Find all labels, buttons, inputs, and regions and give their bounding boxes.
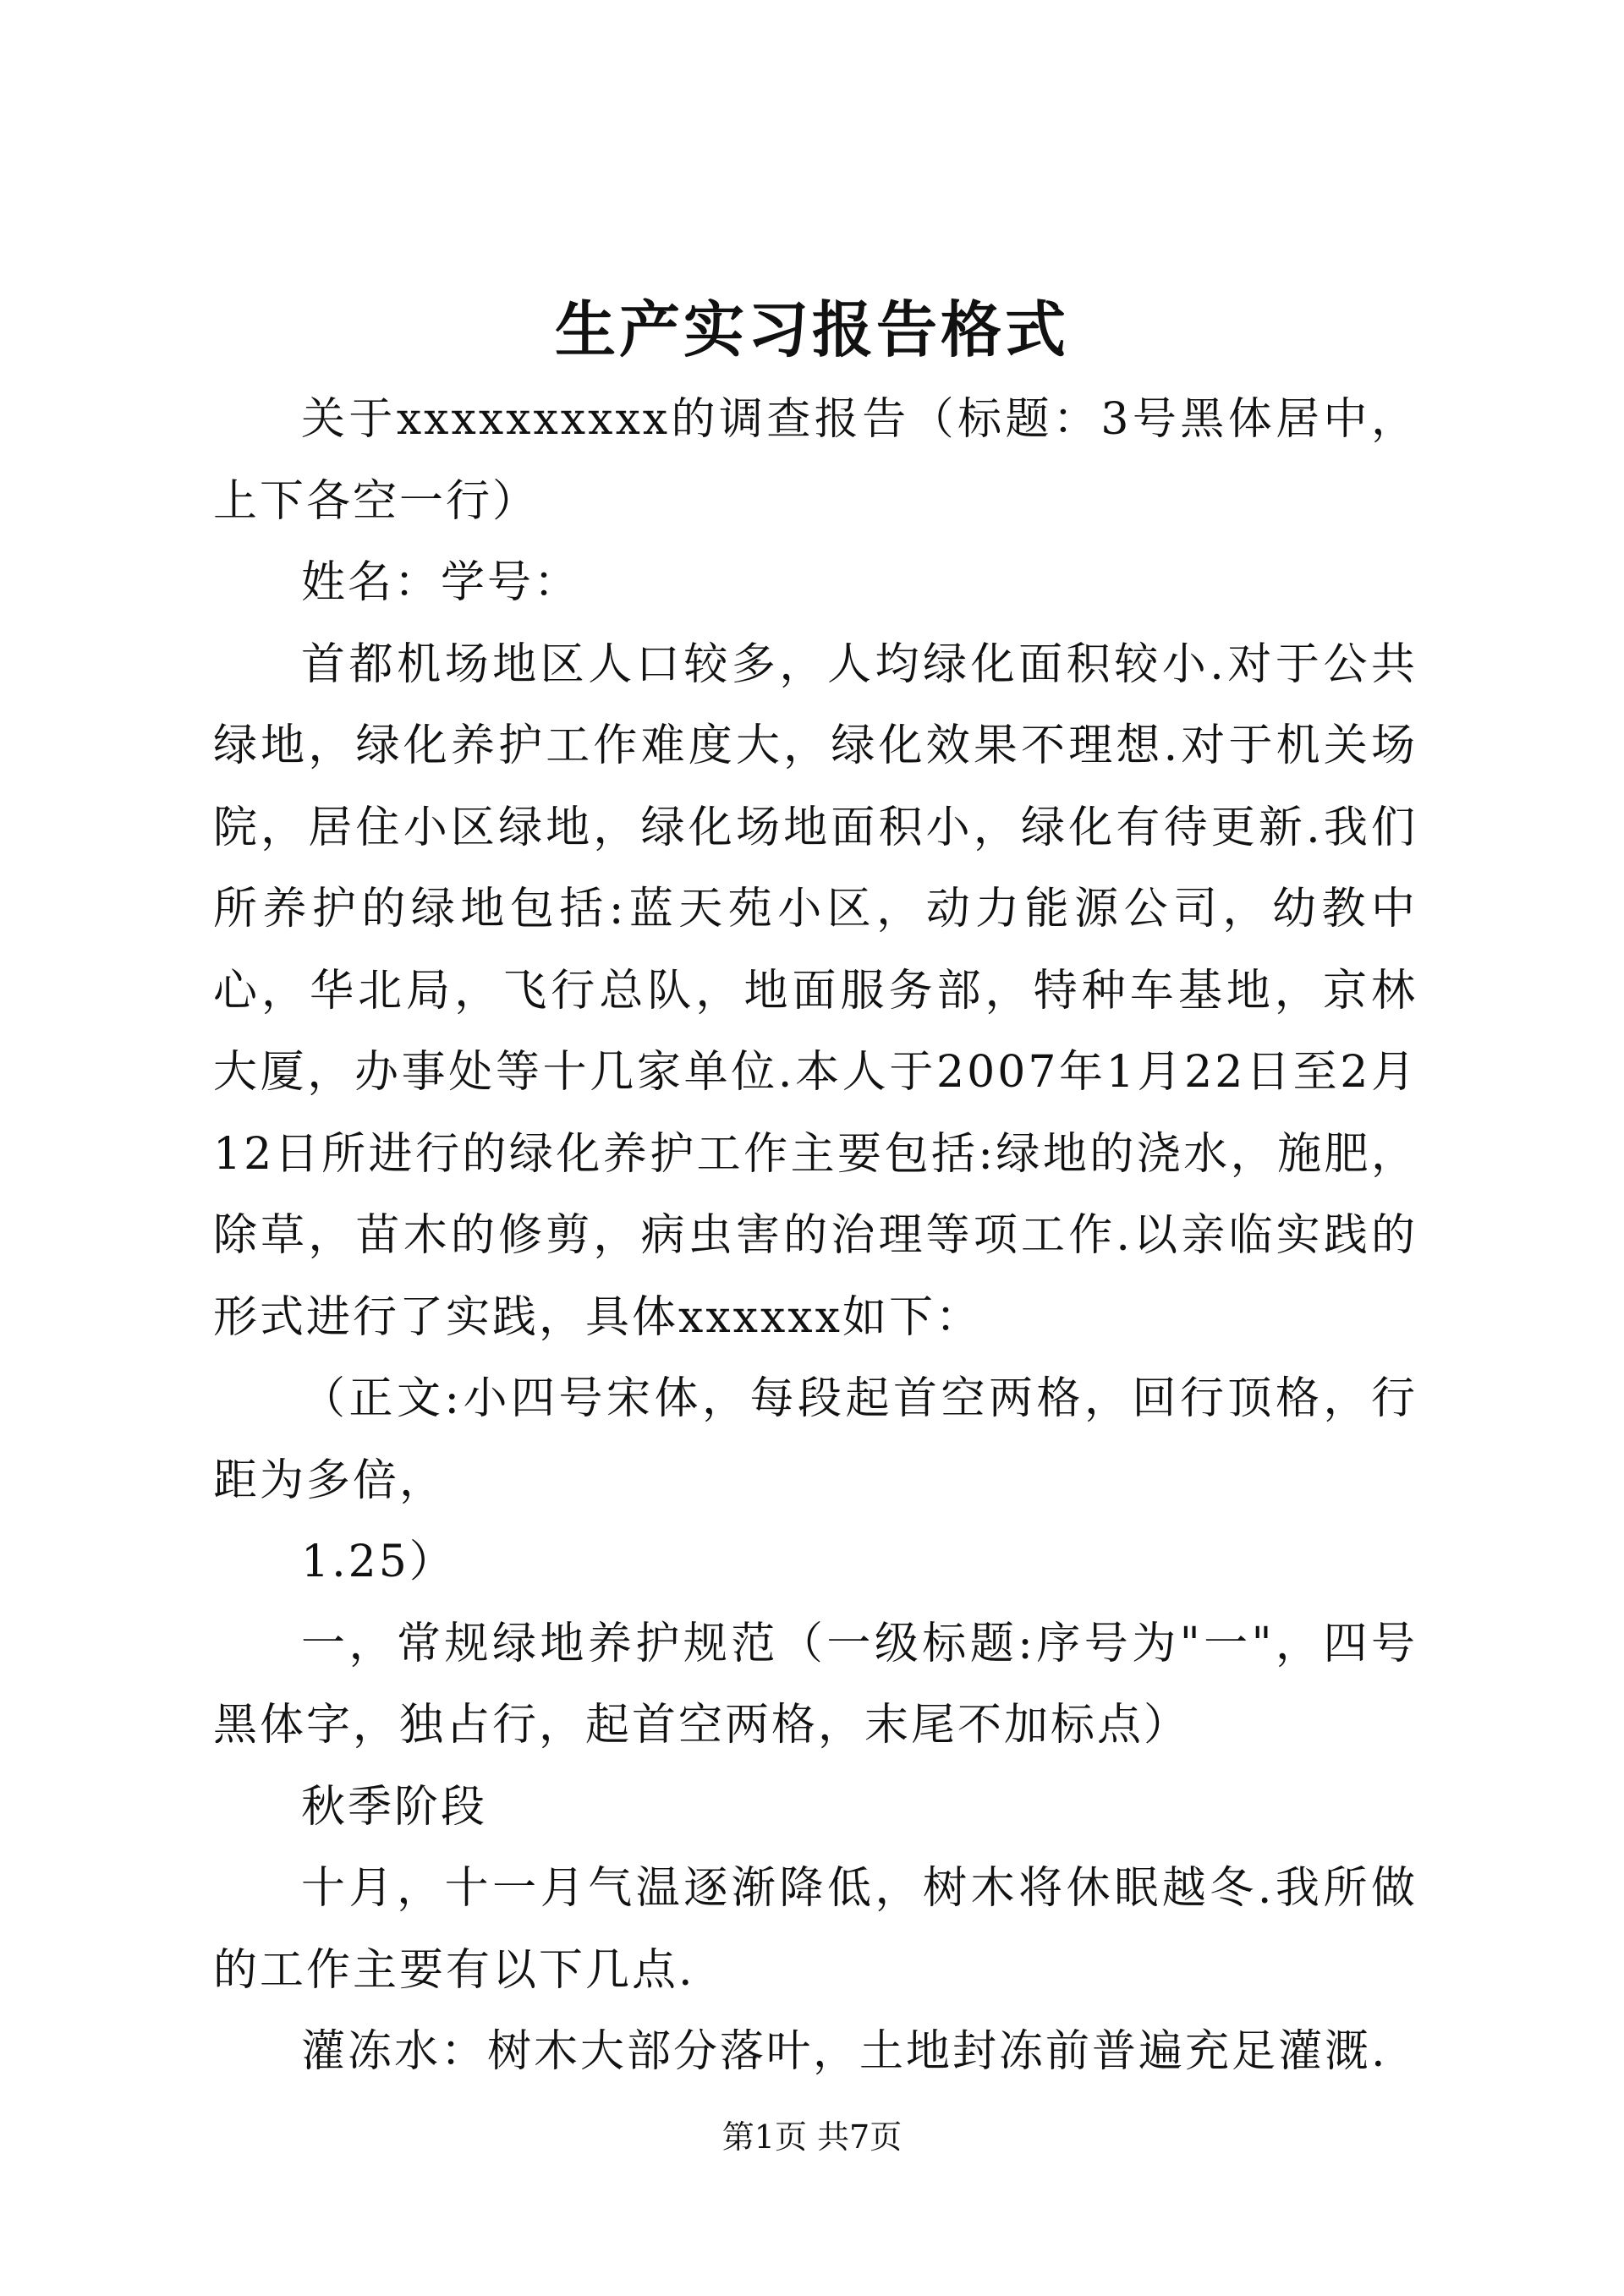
paragraph-october-november: 十月，十一月气温逐渐降低，树木将休眠越冬.我所做的工作主要有以下几点. (213, 1863, 1418, 1996)
paragraph-winter-watering: 灌冻水：树木大部分落叶，土地封冻前普遍充足灌溉. (301, 2026, 1388, 2077)
paragraph-name-id: 姓名：学号： (301, 557, 581, 608)
document-title: 生产实习报告格式 (554, 293, 1069, 365)
paragraph-section-heading: 一，常规绿地养护规范（一级标题:序号为"一"，四号黑体字，独占行，起首空两格，末尾不加标点） (213, 1618, 1418, 1751)
paragraph-line-spacing: 1.25） (301, 1537, 456, 1587)
document-body (213, 379, 1418, 2093)
page-number: 第1页 共7页 (721, 2118, 903, 2156)
paragraph-report-heading: 关于xxxxxxxxxx的调查报告（标题：3号黑体居中，上下各空一行） (213, 394, 1418, 527)
paragraph-autumn-stage: 秋季阶段 (301, 1781, 488, 1833)
paragraph-introduction: 首都机场地区人口较多，人均绿化面积较小.对于公共绿地，绿化养护工作难度大，绿化效果不理想.对于机关场院，居住小区绿地，绿化场地面积小，绿化有待更新.我们所养护的绿地包括:蓝天苑小区，动力能源公司，幼教中心，华北局，飞行总队，地面服务部，特种车基地，京林大厦，办事处等十几家单位.本人于2007年1月22日至2月12日所进行的绿化养护工作主要包括:绿地的浇水，施肥，除草，苗木的修剪，病虫害的治理等项工作.以亲临实践的形式进行了实践，具体xxxxxx如下： (213, 638, 1418, 1343)
paragraph-format-note: （正文:小四号宋体，每段起首空两格，回行顶格，行距为多倍， (213, 1373, 1418, 1506)
page-footer (0, 2116, 1624, 2158)
